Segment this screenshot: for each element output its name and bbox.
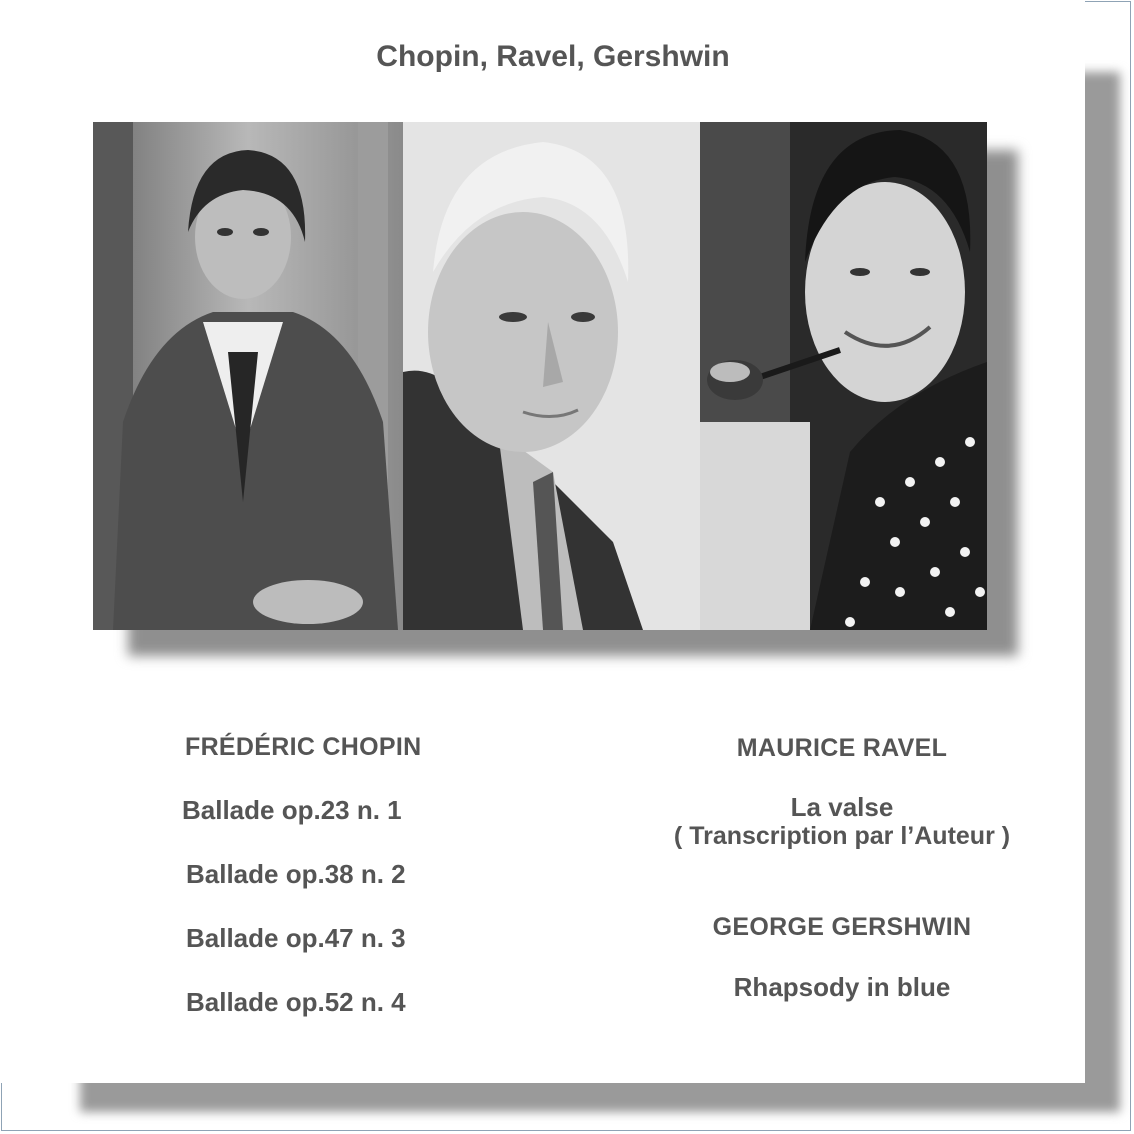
gershwin-work: Rhapsody in blue	[733, 972, 951, 1002]
ravel-work-subtitle: ( Transcription par l’Auteur )	[673, 822, 1011, 850]
page-title: Chopin, Ravel, Gershwin	[376, 40, 730, 73]
gershwin-portrait-photo	[700, 122, 987, 630]
chopin-heading: FRÉDÉRIC CHOPIN	[185, 733, 422, 761]
ravel-portrait-photo	[403, 122, 700, 630]
chopin-portrait-photo	[93, 122, 403, 630]
chopin-work-4: Ballade op.52 n. 4	[186, 987, 406, 1017]
chopin-work-3: Ballade op.47 n. 3	[186, 923, 406, 953]
gershwin-heading: GEORGE GERSHWIN	[712, 913, 972, 941]
ravel-work-title: La valse	[790, 792, 894, 822]
chopin-work-1: Ballade op.23 n. 1	[182, 795, 402, 825]
ravel-heading: MAURICE RAVEL	[736, 734, 948, 762]
chopin-work-2: Ballade op.38 n. 2	[186, 859, 406, 889]
